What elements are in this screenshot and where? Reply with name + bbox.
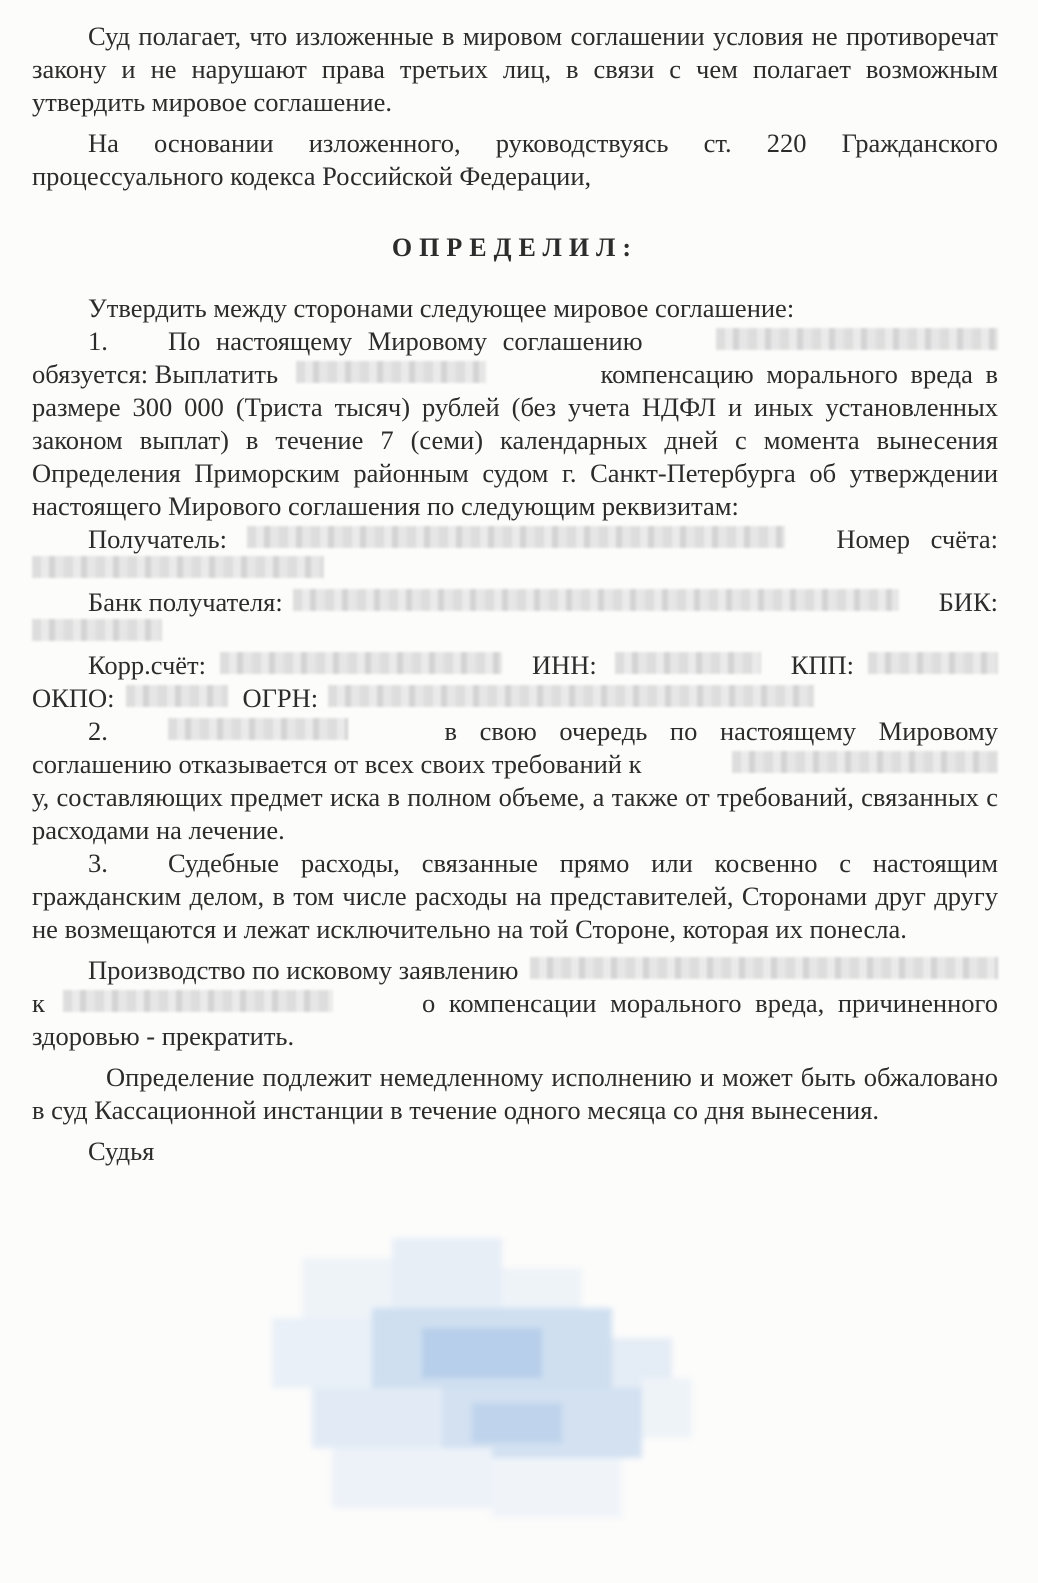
document-body [32,20,998,1168]
account-label: Номер счёта: [836,524,998,554]
item2-number: 2. [88,716,108,746]
item1-number: 1. [88,326,108,356]
item2-text-c: у, составляющих предмет иска в полном объеме, а также от требований, связанных с расходами на лечение. [32,782,998,845]
item1-text-b: обязуется: Выплатить [32,359,279,389]
item3-paragraph [32,847,998,946]
bik-value-line [32,619,998,641]
account-value-line [32,556,998,578]
redacted-defendant [63,990,333,1012]
item2-text-a: в свою очередь по настоящему Мировому [444,716,998,746]
redacted-okpo [126,685,228,707]
item1-text-a: По настоящему Мировому соглашению [168,326,643,356]
paragraph-legal-basis: На основании изложенного, руководствуясь ст. 220 Гражданского процессуального кодекса Российской Федерации, [32,128,998,191]
heading-ruling: ОПРЕДЕЛИЛ: [391,233,639,262]
redacted-plaintiff [530,957,998,979]
ogrn-label: ОГРН: [242,683,319,713]
item1-text-c: компенсацию морального вреда в [600,359,998,389]
proceedings-text-b: к [32,988,45,1018]
okpo-line [32,682,998,715]
redacted-party-name [168,718,348,740]
corr-label: Корр.счёт: [88,650,206,680]
redacted-signature [272,1238,692,1538]
proceedings-line1 [32,954,998,987]
item1-line2 [32,358,998,391]
redacted-recipient [247,526,785,548]
proceedings-text-a: Производство по исковому заявлению [88,955,519,985]
redacted-kpp [868,652,998,674]
item2-line1 [32,715,998,748]
redacted-corr-account [220,652,502,674]
proceedings-text-c: о компенсации морального вреда, причиненного [422,988,998,1018]
redacted-inn [615,652,761,674]
corr-line [32,649,998,682]
item1-text-d: размере 300 000 (Триста тысяч) рублей (без учета НДФЛ и иных установленных законом выплат) в течение 7 (семи) календарных дней с момента вынесения Определения Приморским районным судом г. Санкт-Петербурга об утверждении настоящего Мирового соглашения по следующим реквизитам: [32,392,998,521]
paragraph-court-opinion: Суд полагает, что изложенные в мировом соглашении условия не противоречат закону и не нарушают права третьих лиц, в связи с чем полагает возможным утвердить мировое соглашение. [32,21,998,117]
redacted-ogrn [328,685,814,707]
recipient-label: Получатель: [88,524,227,554]
redacted-bank [293,589,899,611]
bank-line [32,586,998,619]
item2-line2 [32,748,998,781]
item3-number: 3. [88,848,108,878]
redacted-party-name [716,328,998,350]
bank-label: Банк получателя: [88,587,283,617]
bik-label: БИК: [938,587,998,617]
proceedings-line2 [32,987,998,1020]
recipient-line [32,523,998,556]
inn-label: ИНН: [531,650,597,680]
paragraph-appeal: Определение подлежит немедленному исполнению и может быть обжаловано в суд Кассационной инстанции в течение одного месяца со дня вынесения. [32,1062,998,1125]
redacted-account [32,556,324,578]
redacted-party-name [296,361,486,383]
okpo-label: ОКПО: [32,683,115,713]
redacted-bik [32,619,162,641]
item1-line1 [32,325,998,358]
redacted-party-name [732,751,998,773]
item2-text-b: соглашению отказывается от всех своих требований к [32,749,642,779]
kpp-label: КПП: [790,650,855,680]
paragraph-approve: Утвердить между сторонами следующее мировое соглашение: [88,293,795,323]
item3-text: Судебные расходы, связанные прямо или косвенно с настоящим гражданским делом, в том числе расходы на представителей, Сторонами друг другу не возмещаются и лежат исключительно на той Стороне, которая их понесла. [32,848,998,944]
judge-label: Судья [88,1136,155,1166]
proceedings-text-d: здоровью - прекратить. [32,1021,295,1051]
